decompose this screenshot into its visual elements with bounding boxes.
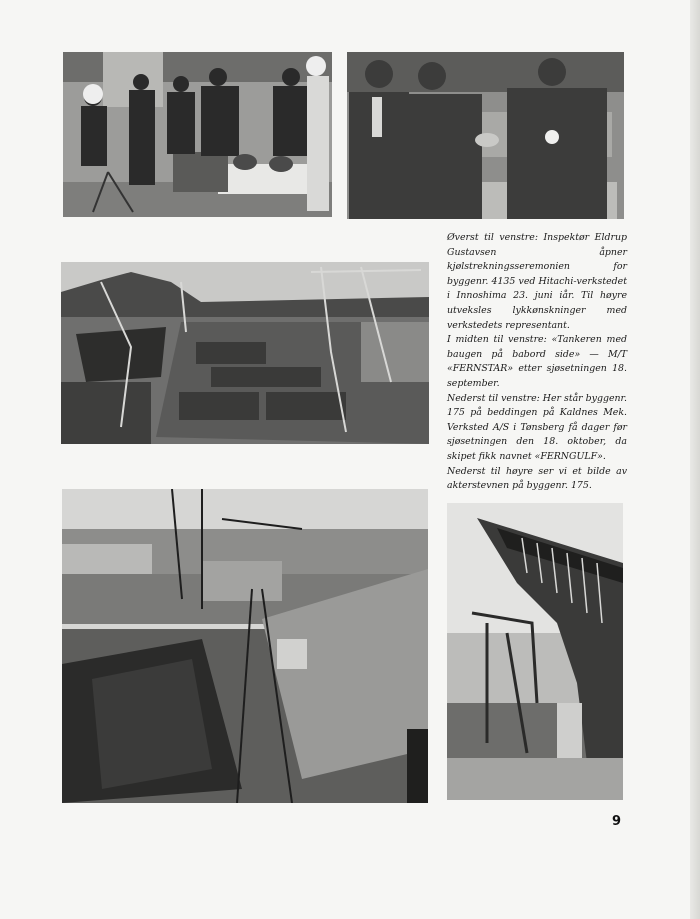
keel-laying-ceremony-photo (63, 52, 332, 217)
photo-men-shaking-hands-icon (347, 52, 624, 219)
photo-ship-stern-under-construction-icon (447, 503, 623, 800)
photo-caption (447, 231, 627, 494)
fernstar-launch-photo (61, 262, 429, 444)
photo-ship-on-building-berth-icon (62, 489, 428, 803)
caption-paragraph: Nederst til venstre: Her står byggenr. 175 på beddingen på Kaldnes Mek. Verksted A/S i Tønsberg få dager før sjøsetningen den 18. oktober, da skipet fikk navnet «FERNGULF». (447, 392, 627, 462)
page-edge-shadow (690, 0, 700, 919)
stern-photo (447, 503, 623, 800)
caption-paragraph: Nederst til høyre ser vi et bilde av akterstevnen på byggenr. 175. (447, 465, 627, 492)
photo-men-at-ceremony-table-icon (63, 52, 332, 217)
handshake-photo (347, 52, 624, 219)
photo-tanker-in-shipyard-icon (61, 262, 429, 444)
caption-paragraph: Øverst til venstre: Inspektør Eldrup Gustavsen åpner kjølstrekningsseremonien for byggenr. 4135 ved Hitachi-verkstedet i Innoshima 23. juni iår. Til høyre utveksles lykkønskninger med verkstedets representant. (447, 232, 627, 331)
page-number: 9 (612, 814, 622, 829)
ferngulf-on-slipway-photo (62, 489, 428, 803)
caption-paragraph: I midten til venstre: «Tankeren med baugen på babord side» — M/T «FERNSTAR» etter sjøsetningen 18. september. (447, 334, 627, 389)
